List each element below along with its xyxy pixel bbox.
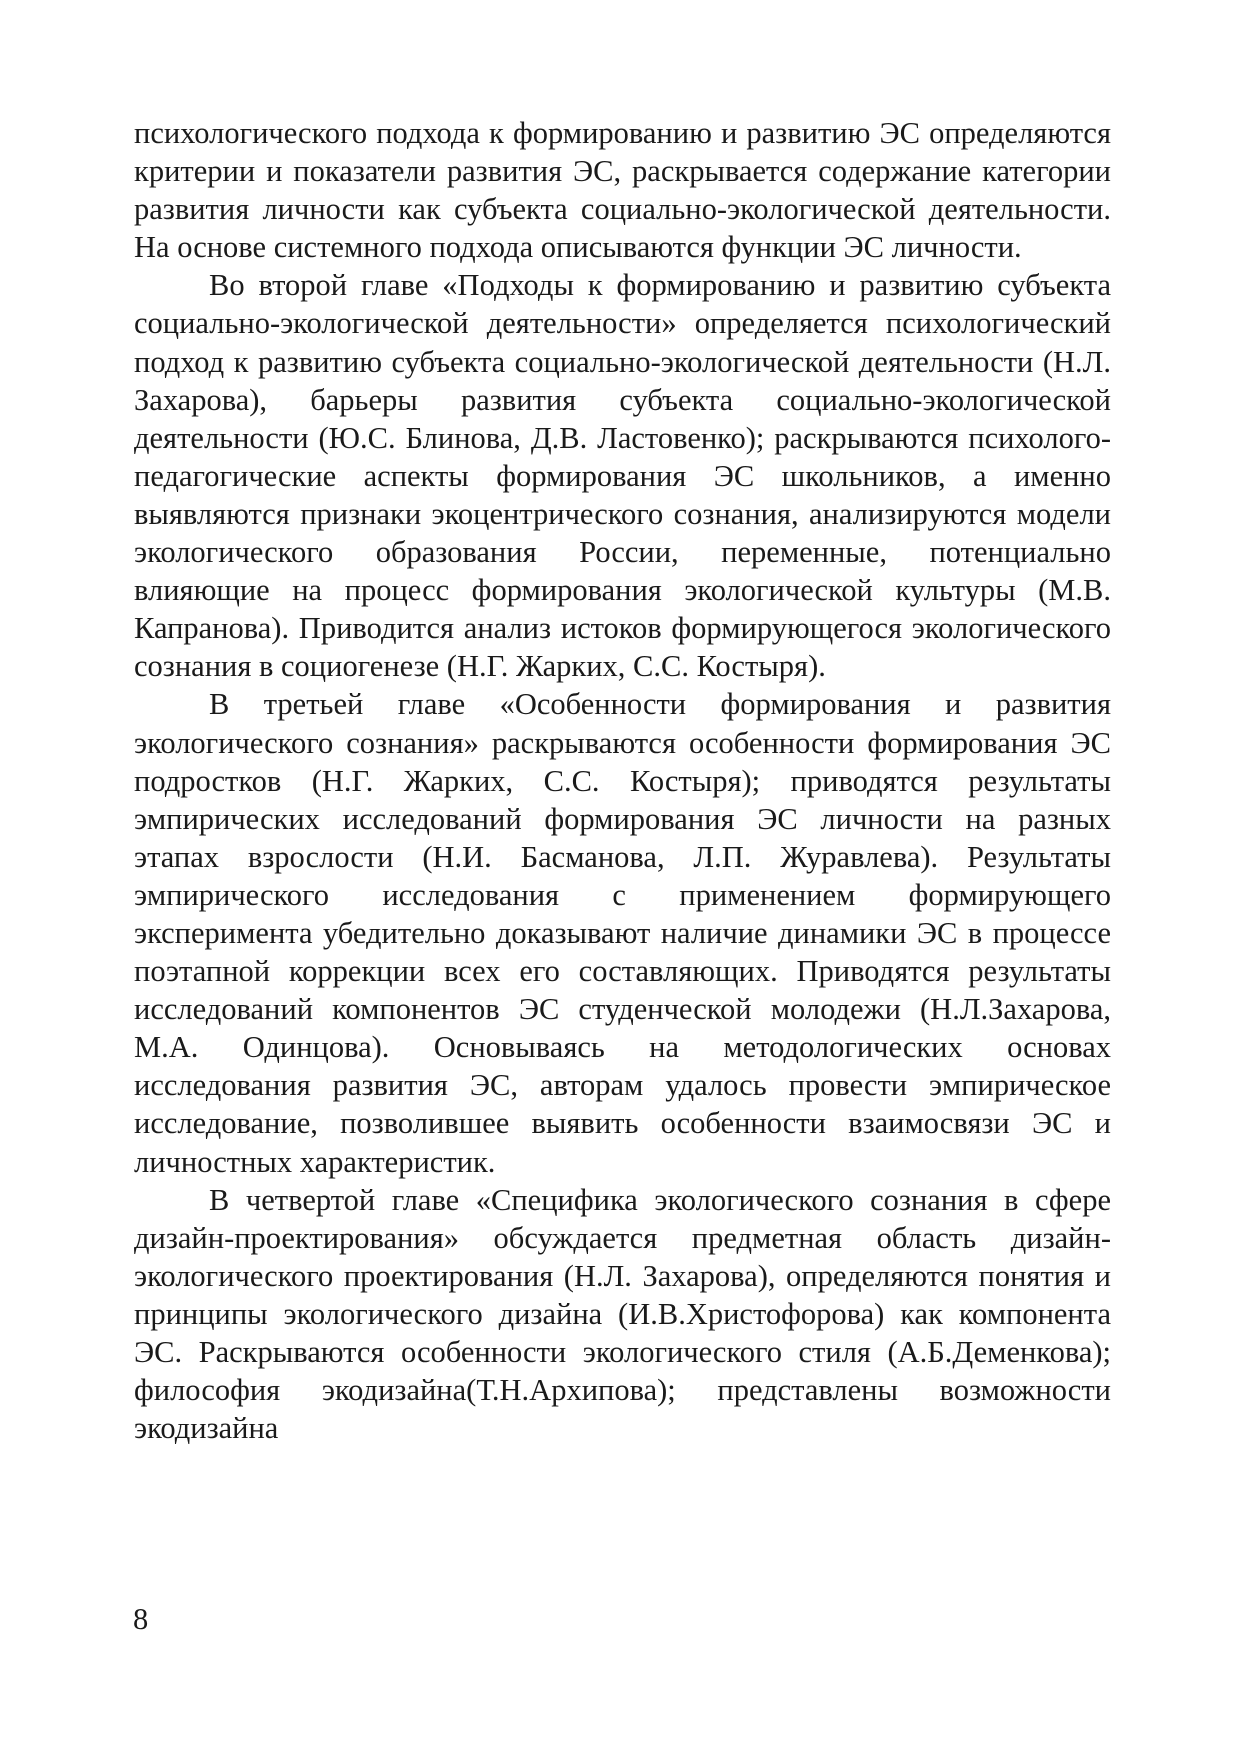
paragraph-chapter-3: В третьей главе «Особенности формирования и развития экологического сознания» раскрываются особенности формирования ЭС подростков (Н.Г. Жарких, С.С. Костыря); приводятся результаты эмпирических исследований формирования ЭС личности на разных этапах взрослости (Н.И. Басманова, Л.П. Журавлева). Результаты эмпирического исследования с применением формирующего эксперимента убедительно доказывают наличие динамики ЭС в процессе поэтапной коррекции всех его составляющих. Приводятся результаты исследований компонентов ЭС студенческой молодежи (Н.Л.Захарова, М.А. Одинцова). Основываясь на методологических основах исследования развития ЭС, авторам удалось провести эмпирическое исследование, позволившее выявить особенности взаимосвязи ЭС и личностных характеристик. xyxy=(134,687,1111,1179)
page-number: 8 xyxy=(133,1602,149,1636)
paragraph-chapter-4: В четвертой главе «Специфика экологического сознания в сфере дизайн-проектирования» обсуждается предметная область дизайн-экологического проектирования (Н.Л. Захарова), определяются понятия и принципы экологического дизайна (И.В.Христофорова) как компонента ЭС. Раскрываются особенности экологического стиля (А.Б.Деменкова); философия экодизайна(Т.Н.Архипова); представлены возможности экодизайна xyxy=(134,1182,1111,1446)
body-text xyxy=(134,114,1111,1447)
paragraph-chapter-2: Во второй главе «Подходы к формированию и развитию субъекта социально-экологической деятельности» определяется психологический подход к развитию субъекта социально-экологической деятельности (Н.Л. Захарова), барьеры развития субъекта социально-экологической деятельности (Ю.С. Блинова, Д.В. Ластовенко); раскрываются психолого-педагогические аспекты формирования ЭС школьников, а именно выявляются признаки экоцентрического сознания, анализируются модели экологического образования России, переменные, потенциально влияющие на процесс формирования экологической культуры (М.В. Капранова). Приводится анализ истоков формирующегося экологического сознания в социогенезе (Н.Г. Жарких, С.С. Костыря). xyxy=(134,268,1111,684)
paragraph-continuation: психологического подхода к формированию и развитию ЭС определяются критерии и показатели развития ЭС, раскрывается содержание категории развития личности как субъекта социально-экологической деятельности. На основе системного подхода описываются функции ЭС личности. xyxy=(134,116,1111,265)
